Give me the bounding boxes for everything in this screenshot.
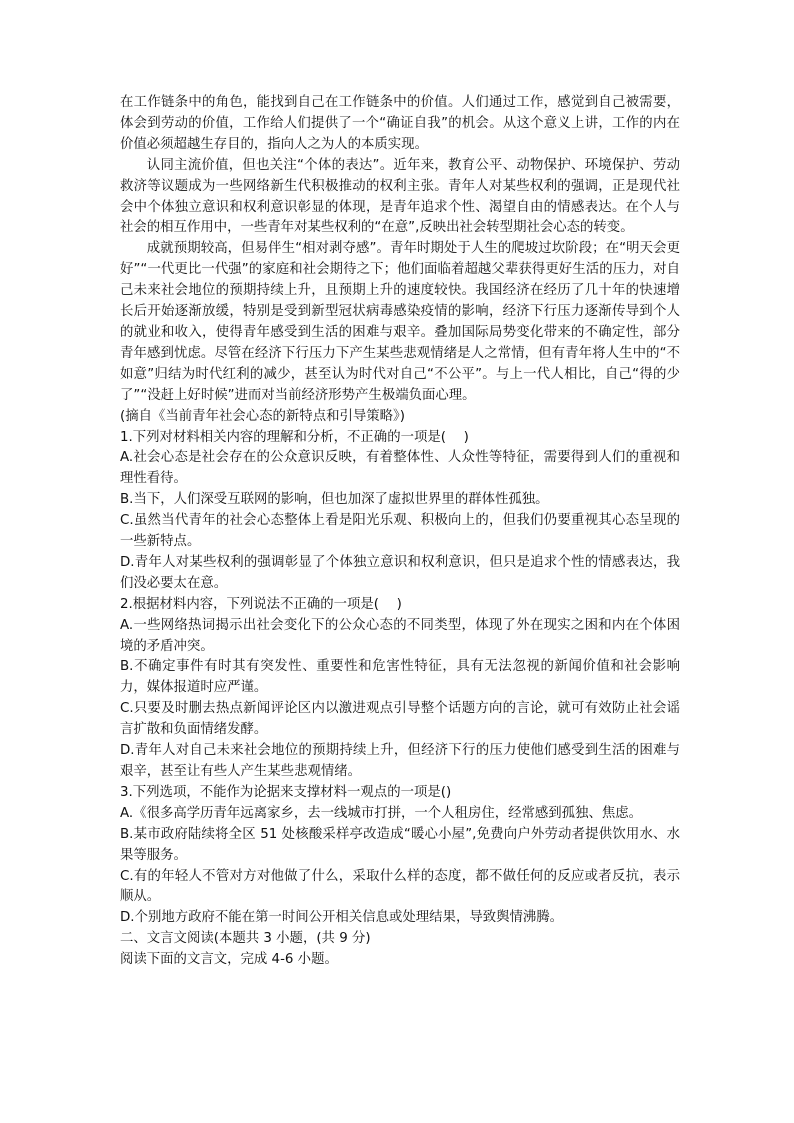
option-d: D.青年人对某些权利的强调彰显了个体独立意识和权利意识，但只是追求个性的情感表达，我们没必要太在意。 — [120, 554, 680, 591]
section-heading: 二、文言文阅读(本题共 3 小题，(共 9 分) — [120, 931, 371, 947]
option-c: C.虽然当代青年的社会心态整体上看是阳光乐观、积极向上的，但我们仍要重视其心态呈现的一些新特点。 — [120, 513, 680, 550]
option-a: A.《很多高学历青年远离家乡，去一线城市打拼，一个人租房住，经常感到孤独、焦虑。 — [120, 805, 643, 821]
passage-source: (摘自《当前青年社会心态的新特点和引导策略》) — [120, 408, 405, 424]
question-stem: 1.下列对材料相关内容的理解和分析，不正确的一项是( ) — [120, 429, 469, 445]
passage-paragraph-3: 成就预期较高，但易伴生“相对剥夺感”。青年时期处于人生的爬坡过坎阶段；在“明天会更好”“一代更比一代强”的家庭和社会期待之下；他们面临着超越父辈获得更好生活的压力，对自己未来社会地位的预期持续上升，且预期上升的速度较快。我国经济在经历了几十年的快速增长后开始逐渐放缓，特别是受到新型冠状病毒感染疫情的影响，经济下行压力逐渐传导到个人的就业和收入，使得青年感受到生活的困难与艰辛。叠加国际局势变化带来的不确定性，部分青年感到忧虑。尽管在经济下行压力下产生某些悲观情绪是人之常情，但有青年将人生中的“不如意”归结为时代红利的减少，甚至认为时代对自己“不公平”。与上一代人相比，自己“得的少了”“没赶上好时候”进而对当前经济形势产生极端负面心理。 — [120, 241, 680, 403]
question-stem: 2.根据材料内容，下列说法不正确的一项是( ) — [120, 596, 402, 612]
question-2 — [120, 595, 680, 783]
passage-paragraph-2: 认同主流价值，但也关注“个体的表达”。近年来，教育公平、动物保护、环境保护、劳动救济等议题成为一些网络新生代积极推动的权利主张。青年人对某些权利的强调，正是现代社会中个体独立意识和权利意识彰显的体现，是青年追求个性、渴望自由的情感表达。在个人与社会的相互作用中，一些青年对某些权利的“在意”,反映出社会转型期社会心态的转变。 — [120, 157, 680, 236]
passage-paragraph-1: 在工作链条中的角色，能找到自己在工作链条中的价值。人们通过工作，感觉到自己被需要，体会到劳动的价值，工作给人们提供了一个“确证自我”的机会。从这个意义上讲，工作的内在价值必须超越生存目的，指向人之为人的本质实现。 — [120, 95, 680, 152]
question-stem: 3.下列选项，不能作为论据来支撑材料一观点的一项是() — [120, 784, 452, 800]
document-page — [120, 93, 680, 971]
section-instruction: 阅读下面的文言文，完成 4-6 小题。 — [120, 952, 338, 968]
option-a: A.一些网络热词揭示出社会变化下的公众心态的不同类型，体现了外在现实之困和内在个体困境的矛盾冲突。 — [120, 617, 680, 654]
option-b: B.不确定事件有时其有突发性、重要性和危害性特征，具有无法忽视的新闻价值和社会影响力，媒体报道时应严谨。 — [120, 659, 680, 696]
option-c: C.有的年轻人不管对方对他做了什么，采取什么样的态度，都不做任何的反应或者反抗，表示顺从。 — [120, 868, 680, 905]
option-b: B.某市政府陆续将全区 51 处核酸采样亭改造成“暖心小屋”,免费向户外劳动者提供饮用水、水果等服务。 — [120, 826, 680, 863]
option-a: A.社会心态是社会存在的公众意识反映，有着整体性、人众性等特征，需要得到人们的重视和理性看待。 — [120, 450, 680, 487]
option-d: D.个别地方政府不能在第一时间公开相关信息或处理结果，导致舆情沸腾。 — [120, 910, 564, 926]
question-3 — [120, 783, 680, 929]
option-c: C.只要及时删去热点新闻评论区内以激进观点引导整个话题方向的言论，就可有效防止社会谣言扩散和负面情绪发酵。 — [120, 701, 680, 738]
question-1 — [120, 428, 680, 595]
option-b: B.当下，人们深受互联网的影响，但也加深了虚拟世界里的群体性孤独。 — [120, 492, 549, 508]
option-d: D.青年人对自己未来社会地位的预期持续上升，但经济下行的压力使他们感受到生活的困难与艰辛，甚至让有些人产生某些悲观情绪。 — [120, 743, 680, 779]
